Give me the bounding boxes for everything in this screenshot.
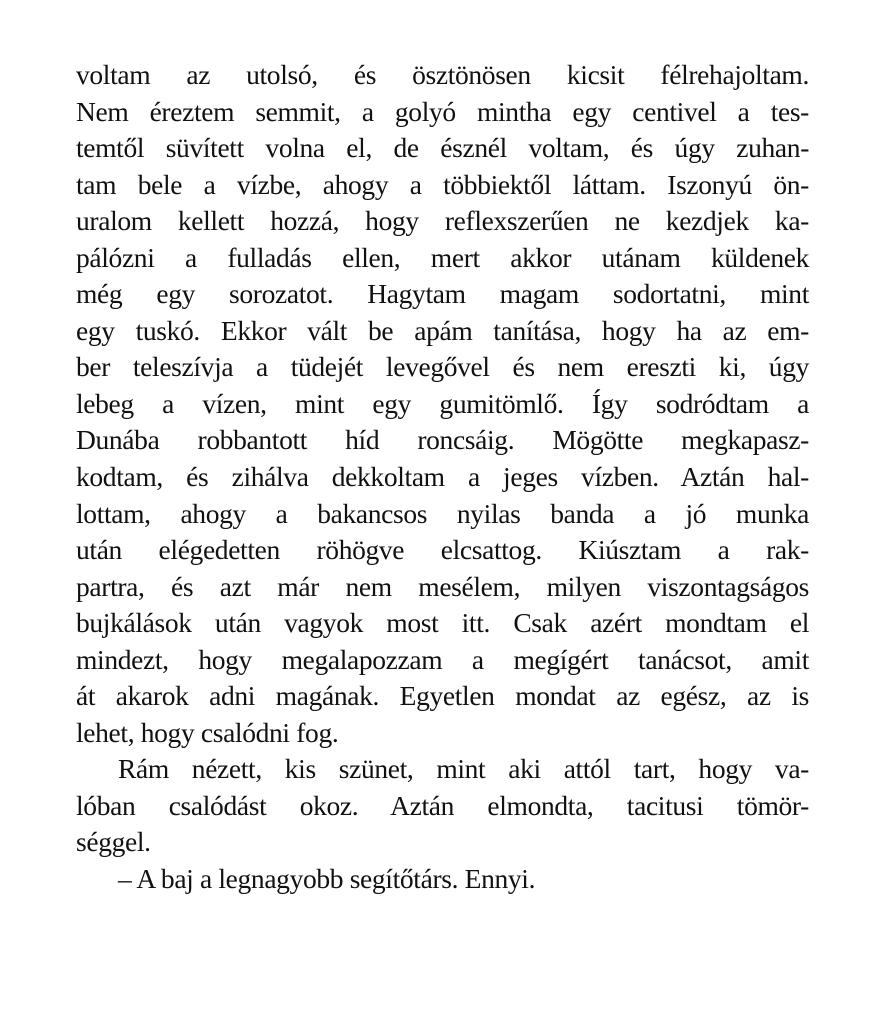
text-line: ber teleszívja a tüdejét levegővel és nem ereszti ki, úgy [76,351,809,383]
text-line: voltam az utolsó, és ösztönösen kicsit félrehajoltam. [76,59,809,90]
text-line: Dunába robbantott híd roncsáig. Mögötte megkapasz- [76,424,809,456]
text-line: lottam, ahogy a bakancsos nyilas banda a jó munka [76,497,809,529]
text-line: séggel. [76,826,151,858]
text-line: kodtam, és zihálva dekkoltam a jeges vízben. Aztán hal- [76,461,809,493]
text-line: bujkálások után vagyok most itt. Csak azért mondtam el [76,607,809,639]
text-line: után elégedetten röhögve elcsattog. Kiúsztam a rak- [76,534,809,566]
text-line: egy tuskó. Ekkor vált be apám tanítása, hogy ha az em- [76,314,809,346]
text-line: uralom kellett hozzá, hogy reflexszerűen ne kezdjek ka- [76,205,809,237]
text-line: lebeg a vízen, mint egy gumitömlő. Így sodródtam a [76,387,809,419]
text-line: Nem éreztem semmit, a golyó mintha egy centivel a tes- [76,95,809,127]
text-line: pálózni a fulladás ellen, mert akkor utánam küldenek [76,241,809,273]
text-line: lehet, hogy csalódni fog. [76,716,339,748]
book-page-text [76,57,809,898]
paragraph-2 [76,751,809,861]
text-line: Rám nézett, kis szünet, mint aki attól tart, hogy va- [118,753,809,785]
paragraph-1 [76,57,809,751]
text-line: mindezt, hogy megalapozzam a megígért tanácsot, amit [76,643,809,675]
text-line: át akarok adni magának. Egyetlen mondat az egész, az is [76,680,809,712]
text-line: még egy sorozatot. Hagytam magam sodortatni, mint [76,278,809,310]
paragraph-3-dialogue [76,861,809,898]
text-line: lóban csalódást okoz. Aztán elmondta, tacitusi tömör- [76,789,809,821]
text-line: tam bele a vízbe, ahogy a többiektől láttam. Iszonyú ön- [76,168,809,200]
text-line: partra, és azt már nem mesélem, milyen viszontagságos [76,570,809,602]
text-line: – A baj a legnagyobb segítőtárs. Ennyi. [118,863,536,895]
text-line: temtől süvített volna el, de észnél voltam, és úgy zuhan- [76,132,809,164]
